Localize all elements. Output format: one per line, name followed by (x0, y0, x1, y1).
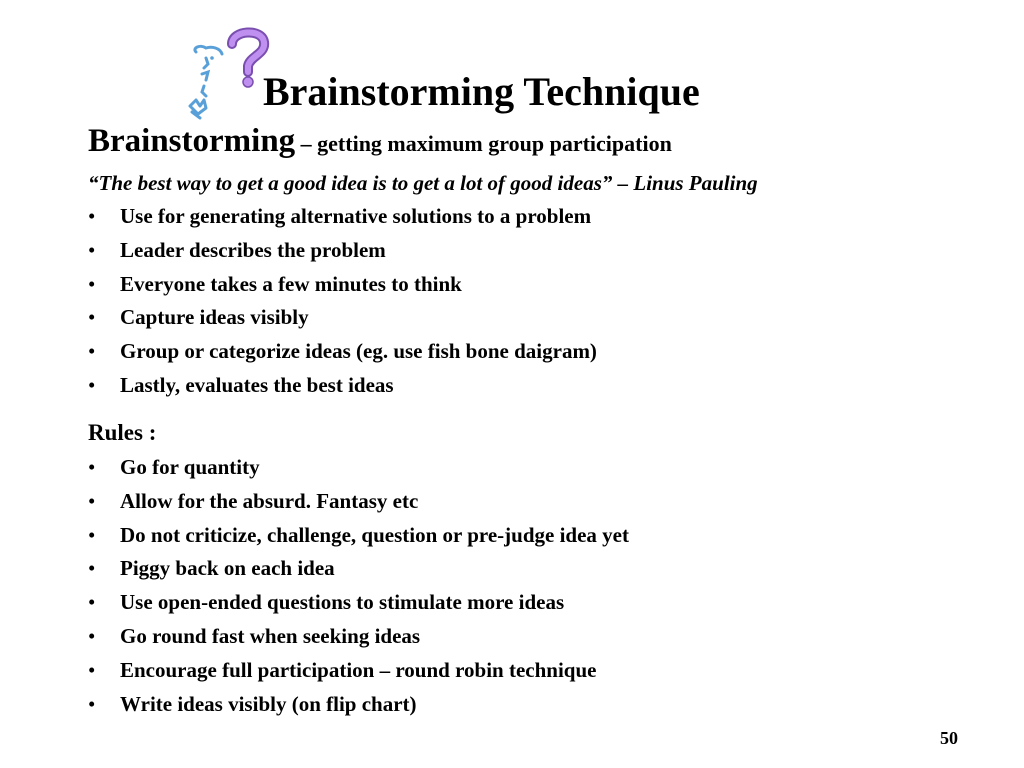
bullet-icon: • (88, 488, 96, 513)
list-item-text: Lastly, evaluates the best ideas (120, 372, 394, 397)
rules-heading: Rules : (88, 420, 157, 445)
list-item-text: Do not criticize, challenge, question or pre-judge idea yet (120, 522, 629, 547)
list-item-text: Use for generating alternative solutions to a problem (120, 204, 592, 228)
bullet-icon: • (88, 204, 96, 228)
list-item (88, 303, 597, 337)
list-item (88, 554, 629, 588)
list-item (88, 453, 629, 487)
slide-title: Brainstorming Technique (263, 69, 700, 114)
steps-list (88, 202, 597, 405)
list-item-text: Use open-ended questions to stimulate more ideas (120, 590, 565, 615)
quote: “The best way to get a good idea is to get a lot of good ideas” – Linus Pauling (88, 171, 758, 195)
list-item (88, 236, 597, 270)
list-item-text: Leader describes the problem (120, 237, 386, 262)
list-item-text: Everyone takes a few minutes to think (120, 271, 462, 296)
list-item (88, 656, 629, 690)
list-item (88, 690, 629, 724)
bullet-icon: • (88, 455, 96, 479)
list-item (88, 371, 597, 405)
bullet-icon: • (88, 691, 96, 716)
list-item (88, 588, 629, 622)
list-item (88, 337, 597, 371)
list-item-text: Piggy back on each idea (120, 556, 335, 581)
subheading (88, 121, 672, 167)
list-item-text: Go round fast when seeking ideas (120, 623, 421, 648)
list-item-text: Group or categorize ideas (eg. use fish bone daigram) (120, 339, 597, 364)
list-item-text: Encourage full participation – round robin technique (120, 657, 597, 682)
bullet-icon: • (88, 372, 96, 397)
subheading-description: – getting maximum group participation (295, 131, 672, 156)
list-item (88, 270, 597, 304)
subheading-main: Brainstorming (88, 123, 296, 159)
list-item (88, 521, 629, 555)
bullet-icon: • (88, 623, 96, 648)
bullet-icon: • (88, 590, 96, 615)
list-item (88, 202, 597, 236)
bullet-icon: • (88, 237, 96, 262)
list-item-text: Go for quantity (120, 455, 260, 479)
bullet-icon: • (88, 657, 96, 682)
list-item-text: Capture ideas visibly (120, 305, 309, 330)
list-item (88, 622, 629, 656)
bullet-icon: • (88, 522, 96, 547)
bullet-icon: • (88, 305, 96, 330)
page-number: 50 (940, 728, 958, 748)
list-item-text: Write ideas visibly (on flip chart) (120, 691, 417, 716)
list-item (88, 487, 629, 521)
thinking-person-question-mark-icon (182, 22, 272, 124)
list-item-text: Allow for the absurd. Fantasy etc (120, 488, 419, 513)
bullet-icon: • (88, 556, 96, 581)
bullet-icon: • (88, 271, 96, 296)
rules-list (88, 453, 629, 723)
bullet-icon: • (88, 339, 96, 364)
